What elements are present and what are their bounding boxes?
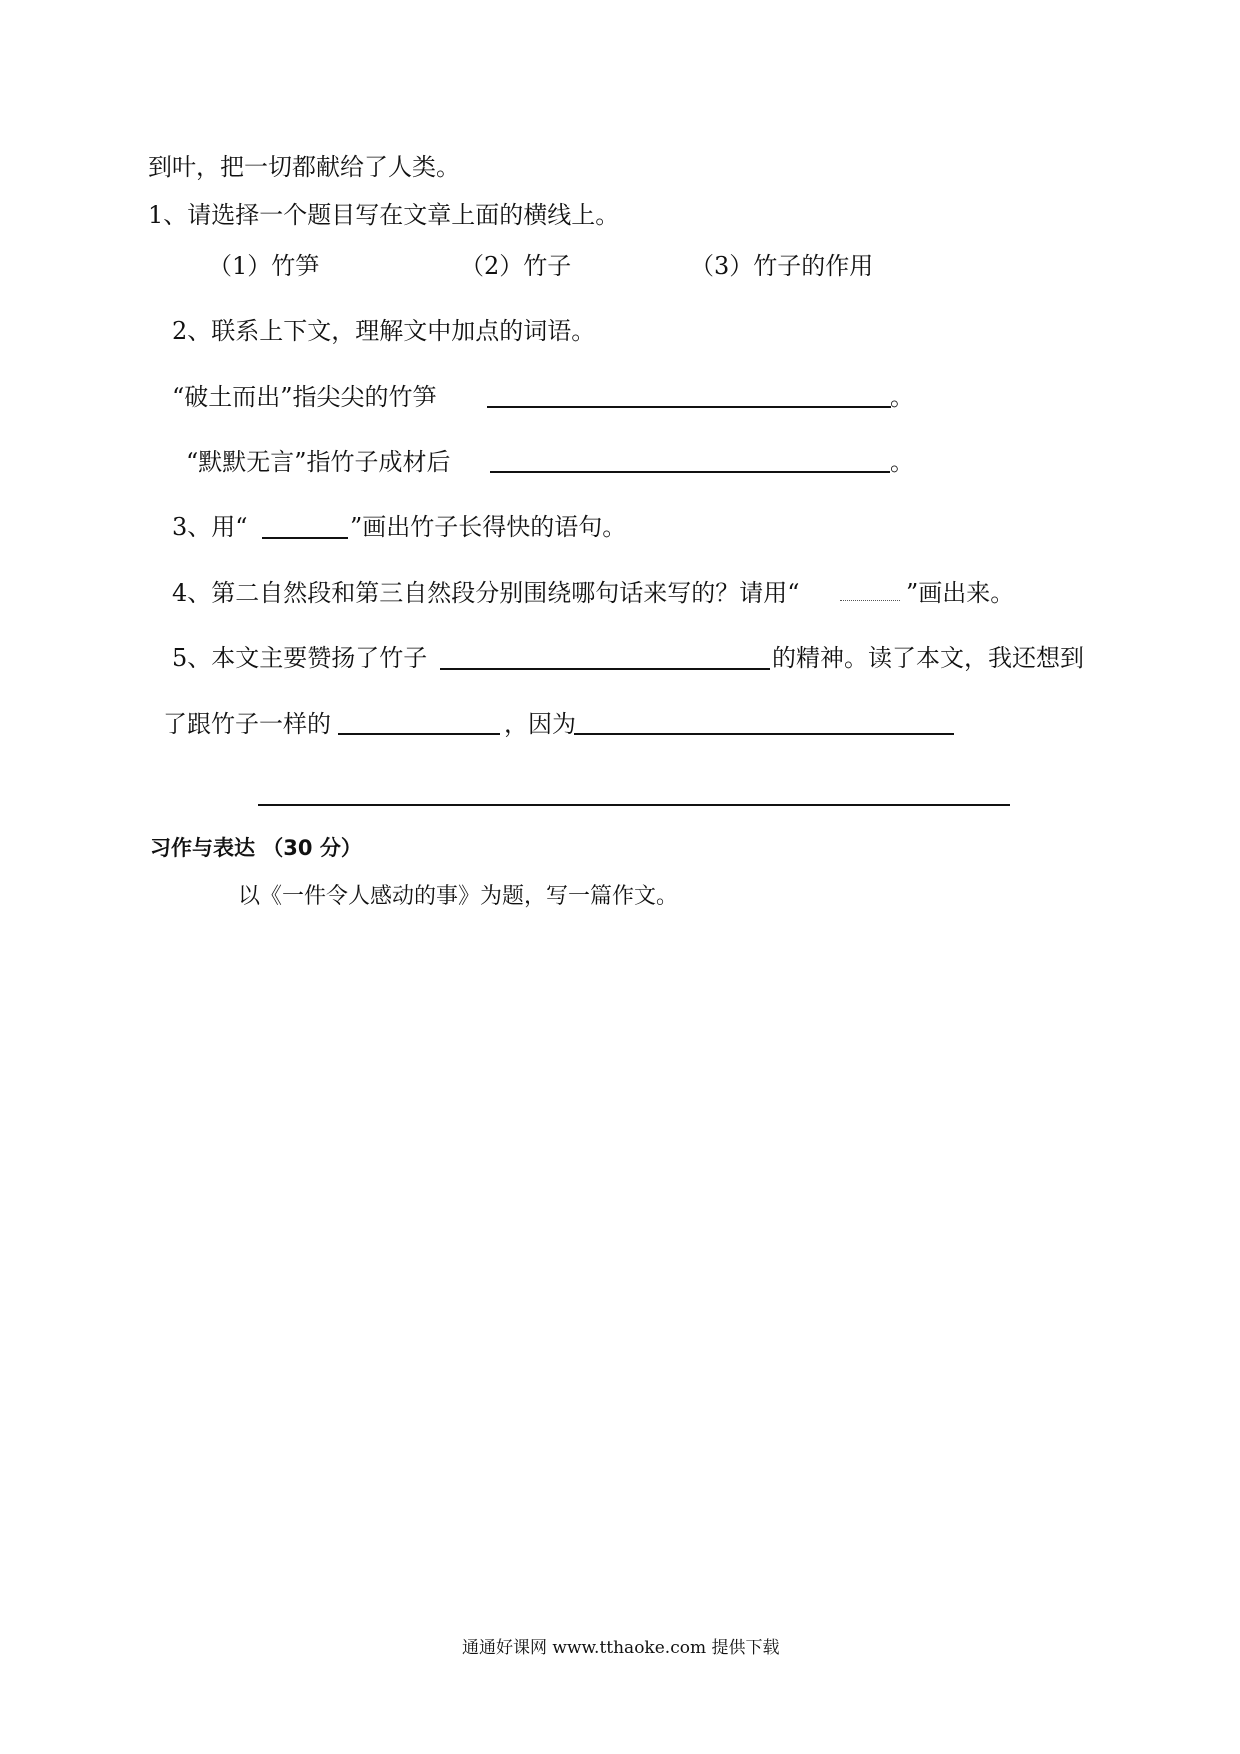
writing-prompt: 以《一件令人感动的事》为题，写一篇作文。: [238, 884, 679, 909]
q2-line1-period: 。: [890, 383, 914, 411]
q1-prompt: 1、请选择一个题目写在文章上面的横线上。: [148, 201, 620, 229]
q5-quality-blank[interactable]: [440, 668, 770, 670]
q1-option-3: （3）竹子的作用: [690, 252, 874, 280]
q3-prefix: 3、用“: [172, 513, 248, 541]
q5-middle: 的精神。读了本文，我还想到: [772, 644, 1084, 672]
writing-heading: 习作与表达 （30 分）: [150, 836, 362, 860]
q1-option-2: （2）竹子: [460, 252, 572, 280]
page-footer: 通通好课网 www.tthaoke.com 提供下载: [462, 1638, 780, 1658]
q4-wavy-underline-sample: [840, 596, 900, 601]
q2-line1-text: “破土而出”指尖尖的竹笋: [172, 383, 437, 411]
q2-line2-blank[interactable]: [490, 471, 890, 473]
q3-underline-sample: [262, 537, 348, 539]
q2-line1-blank[interactable]: [487, 406, 891, 408]
q4-prefix: 4、第二自然段和第三自然段分别围绕哪句话来写的？请用“: [172, 579, 800, 607]
q2-prompt: 2、联系上下文，理解文中加点的词语。: [172, 317, 596, 345]
q2-line2-text: “默默无言”指竹子成材后: [186, 448, 451, 476]
q5-line2-middle: ，因为: [504, 710, 576, 738]
q3-suffix: ”画出竹子长得快的语句。: [350, 513, 627, 541]
q5-prefix: 5、本文主要赞扬了竹子: [172, 644, 428, 672]
q5-reason-blank[interactable]: [574, 733, 954, 735]
q5-line2-prefix: 了跟竹子一样的: [163, 710, 331, 738]
q5-reason-blank-line2[interactable]: [258, 804, 1010, 806]
q5-similar-blank[interactable]: [338, 733, 500, 735]
q4-suffix: ”画出来。: [906, 579, 1015, 607]
passage-end-text: 到叶，把一切都献给了人类。: [148, 153, 460, 181]
q1-option-1: （1）竹笋: [208, 252, 320, 280]
q2-line2-period: 。: [890, 448, 914, 476]
